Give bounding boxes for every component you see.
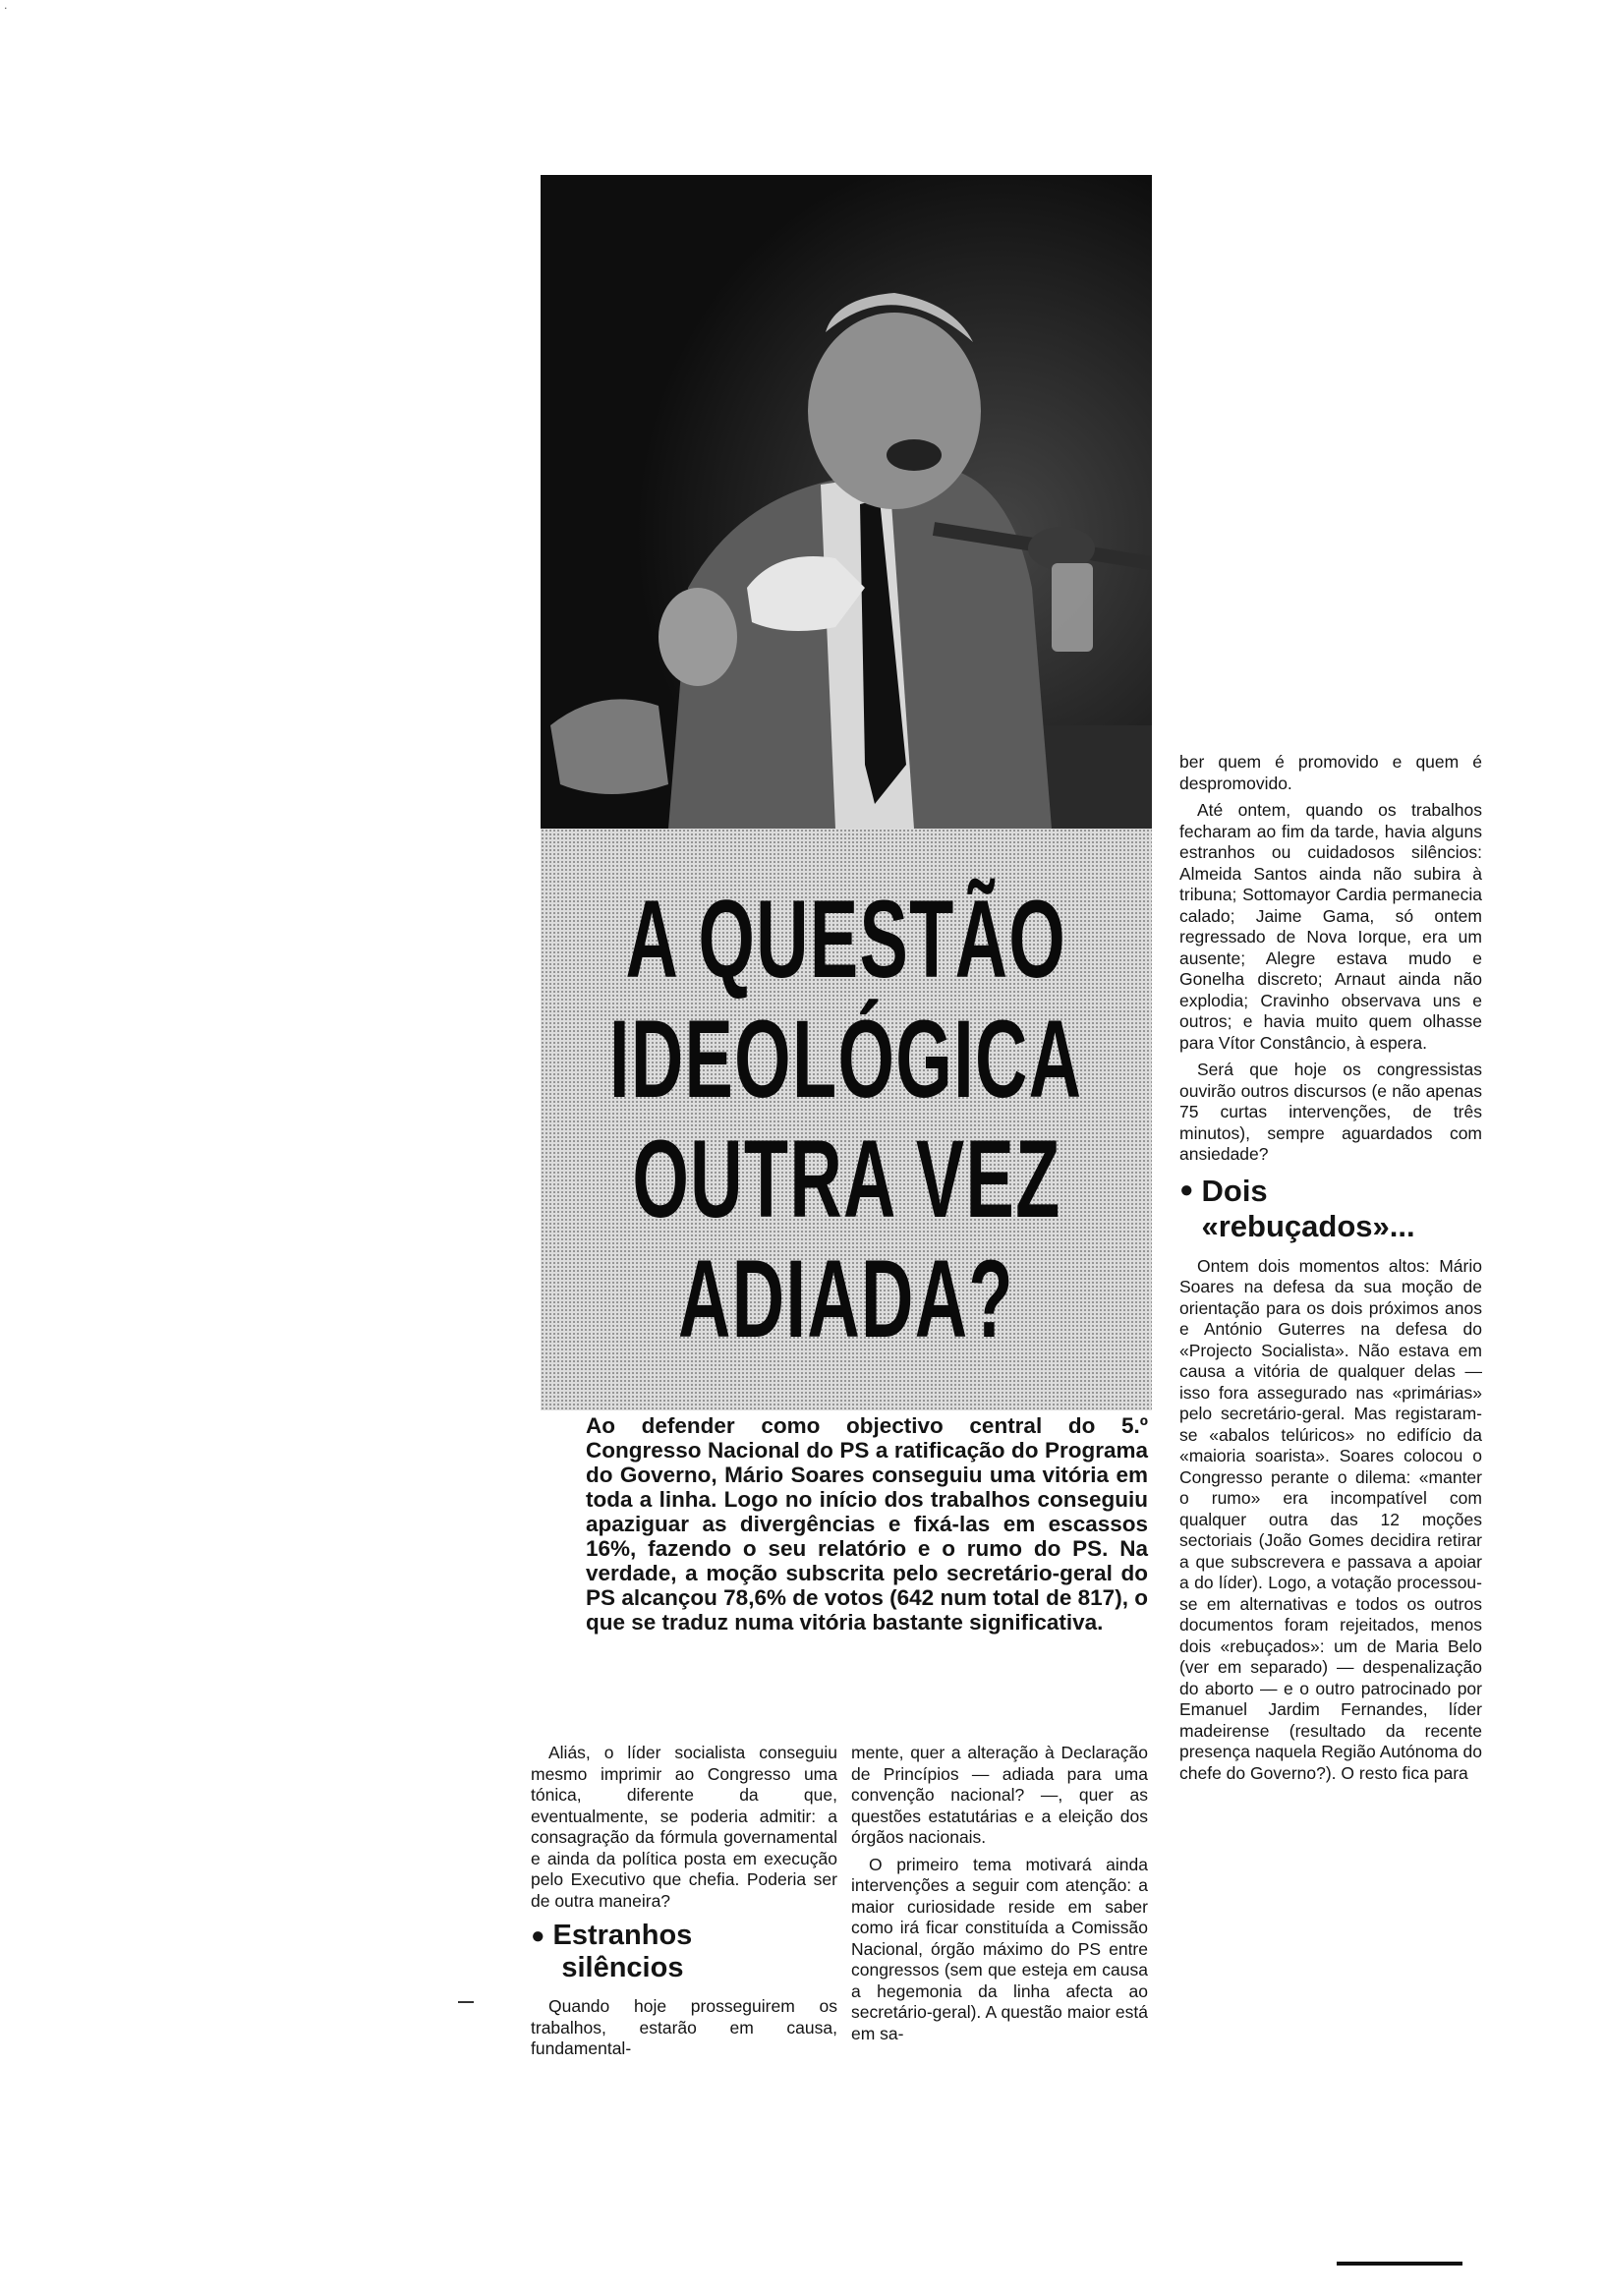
bullet-icon: ● <box>531 1923 545 1949</box>
article-column-1 <box>531 1743 837 2066</box>
col2-paragraph-1: mente, quer a alteração à Declaração de Princípios — adiada para uma convenção nacional? —, quer as questões estatutárias e a eleição dos órgãos nacionais. <box>851 1743 1148 1847</box>
scan-corner-mark: · <box>4 2 8 15</box>
col3-paragraph-2: Até ontem, quando os trabalhos fecharam ao fim da tarde, havia alguns estranhos ou cuidadosos silêncios: Almeida Santos ainda não subira à tribuna; Sottomayor Cardia permanecia calado; Jaime Gama, só ontem regressado de Nova Iorque, era um ausente; Alegre estava mudo e Gonelha discreto; Arnaut ainda não explodia; Cravinho observava uns e outros; e havia muito quem olhasse para Vítor Constâncio, à espera. <box>1179 800 1482 1053</box>
subhead-dois-rebucados <box>1179 1174 1482 1244</box>
col3-paragraph-1: ber quem é promovido e quem é despromovido. <box>1179 752 1482 793</box>
speaker-photo-icon <box>541 175 1152 829</box>
subhead-line-2: silêncios <box>561 1952 684 1983</box>
lead-paragraph: Ao defender como objectivo central do 5.º Congresso Nacional do PS a ratificação do Programa do Governo, Mário Soares conseguiu uma vitória em toda a linha. Logo no início dos trabalhos conseguiu apaziguar as divergências e fixá-las em escassos 16%, fazendo o seu relatório e o rumo do PS. Na verdade, a moção subscrita pelo secretário-geral do PS alcançou 78,6% de votos (642 num total de 817), o que se traduz numa vitória bastante significativa. <box>586 1413 1148 1635</box>
speaker-photo <box>541 175 1152 829</box>
margin-mark <box>458 2001 474 2003</box>
article-column-2 <box>851 1743 1148 2050</box>
article-column-3 <box>1179 752 1482 1790</box>
col3-paragraph-3: Será que hoje os congressistas ouvirão outros discursos (e não apenas 75 curtas intervenções, de três minutos), sempre aguardados com ansiedade? <box>1179 1060 1482 1164</box>
col2-paragraph-2: O primeiro tema motivará ainda intervenções a seguir com atenção: a maior curiosidade reside em saber como irá ficar constituída a Comissão Nacional, órgão máximo do PS entre congressos (sem que esteja em causa a hegemonia da linha afecta ao secretário-geral). A questão maior está em sa- <box>851 1854 1148 2043</box>
subhead-line-2: «rebuçados»... <box>1201 1208 1415 1243</box>
subhead-line-1: Dois <box>1201 1173 1268 1208</box>
headline-box <box>541 829 1152 1410</box>
subhead-estranhos-silencios <box>531 1920 837 1984</box>
subhead-line-1: Estranhos <box>552 1920 693 1951</box>
col1-paragraph-2: Quando hoje prosseguirem os trabalhos, estarão em causa, fundamental- <box>531 1996 837 2058</box>
bullet-icon: ● <box>1179 1176 1194 1203</box>
headline-line-3: OUTRA VEZ <box>631 1118 1061 1240</box>
col3-paragraph-4: Ontem dois momentos altos: Mário Soares na defesa da sua moção de orientação para os dois próximos anos e António Guterres na defesa do «Projecto Socialista». Não estava em causa a vitória de qualquer delas — isso fora assegurado nas «primárias» pelo secretário-geral. Mas registaram-se «abalos telúricos» no edifício da «maioria soarista». Soares colocou o Congresso perante o dilema: «manter o rumo» era incompatível com qualquer outra das 12 moções sectoriais (João Gomes decidira retirar a que subscrevera e passava a apoiar a do líder). Logo, a votação processou-se em alternativas e todos os outros documentos foram rejeitados, menos dois «rebuçados»: um de Maria Belo (ver em separado) — despenalização do aborto — e o outro patrocinado por Emanuel Jardim Fernandes, líder madeirense (resultado da recente presença naquela Região Autónoma do chefe do Governo?). O resto fica para <box>1179 1255 1482 1783</box>
headline-line-2: IDEOLÓGICA <box>609 998 1083 1120</box>
end-rule <box>1337 2262 1462 2266</box>
headline-line-1: A QUESTÃO <box>625 878 1067 1001</box>
headline-line-4: ADIADA? <box>678 1237 1014 1360</box>
col1-paragraph-1: Aliás, o líder socialista conseguiu mesmo imprimir ao Congresso uma tónica, diferente da que, eventualmente, se poderia admitir: a consagração da fórmula governamental e ainda da política posta em execução pelo Executivo que chefia. Poderia ser de outra maneira? <box>531 1743 837 1911</box>
